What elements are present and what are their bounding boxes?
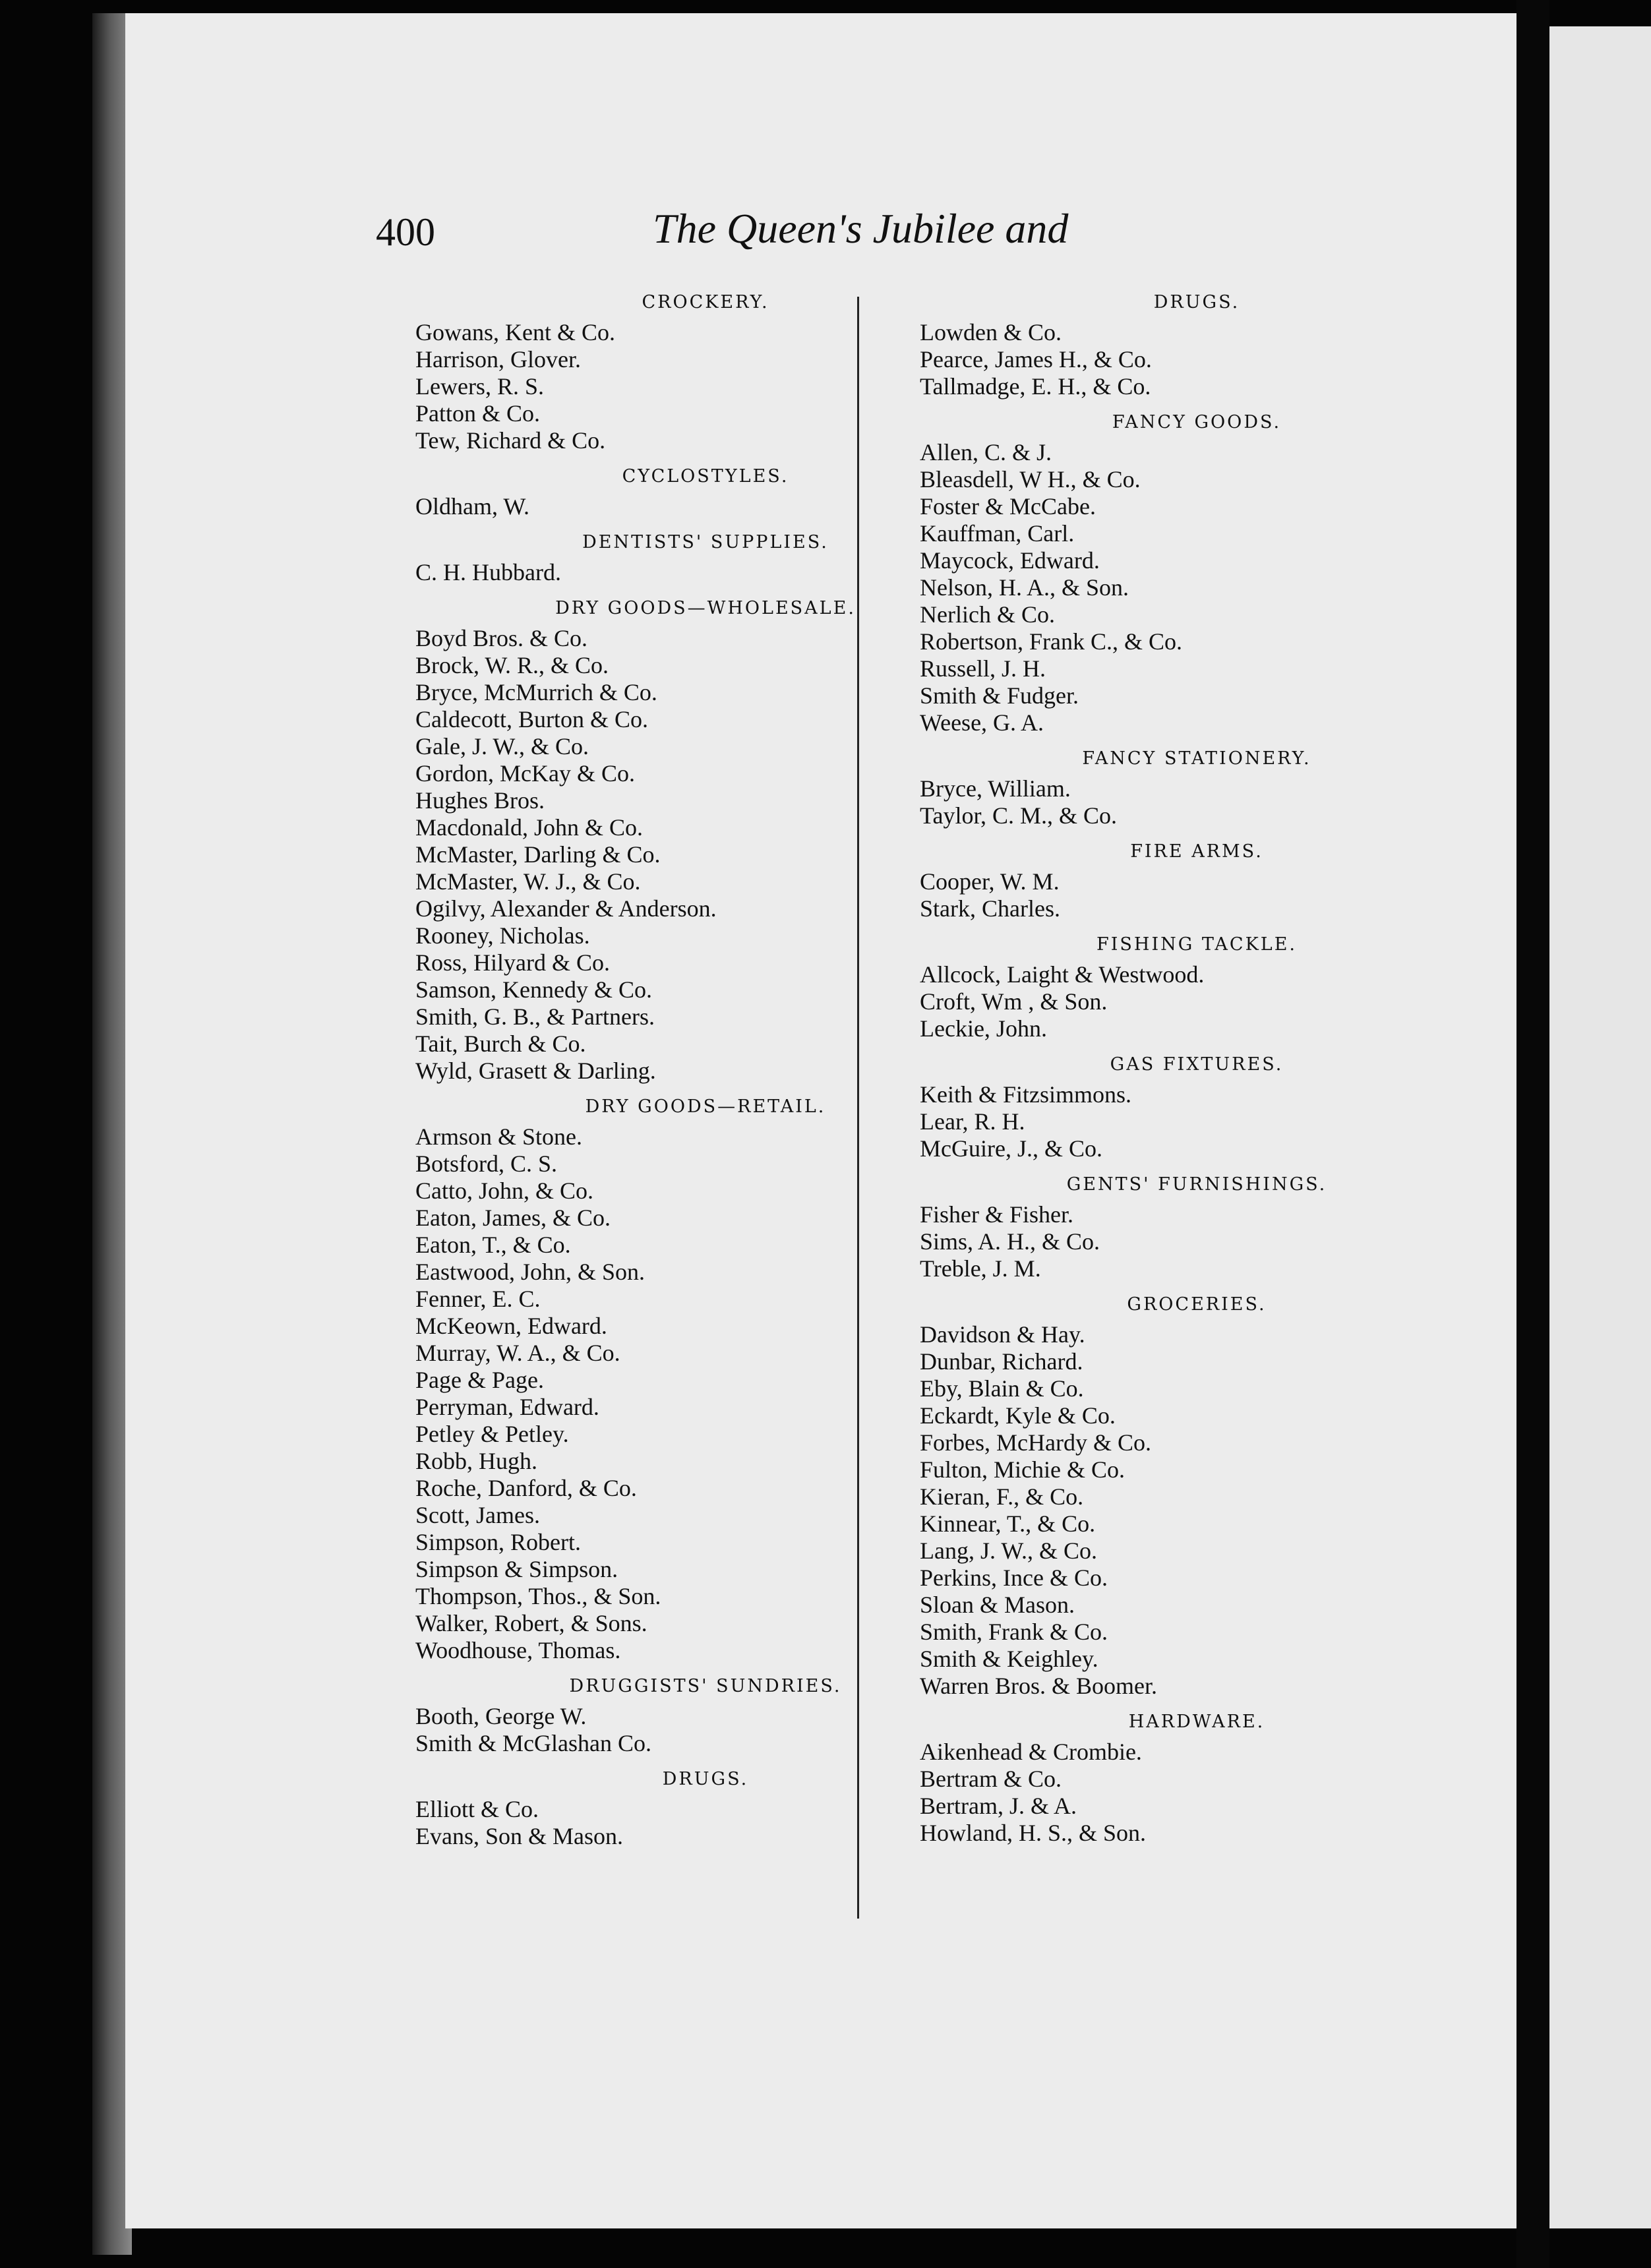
directory-entry: Smith & Fudger. (920, 682, 1079, 709)
section-heading: FISHING TACKLE. (1096, 934, 1297, 955)
directory-entry: Eby, Blain & Co. (920, 1375, 1084, 1402)
directory-entry: Walker, Robert, & Sons. (415, 1610, 647, 1636)
directory-entry: Aikenhead & Crombie. (920, 1739, 1142, 1765)
directory-entry: Page & Page. (415, 1367, 544, 1393)
entry-list (415, 625, 996, 1085)
directory-entry: Lang, J. W., & Co. (920, 1537, 1098, 1564)
directory-section (920, 841, 1474, 922)
entry-list (415, 1123, 996, 1664)
directory-section (415, 1768, 996, 1850)
directory-entry: Woodhouse, Thomas. (415, 1637, 621, 1663)
section-heading: DRY GOODS—RETAIL. (585, 1096, 826, 1117)
directory-section (920, 934, 1474, 1042)
directory-entry: Eastwood, John, & Son. (415, 1259, 645, 1285)
directory-section (415, 597, 996, 1085)
section-heading: GENTS' FURNISHINGS. (1066, 1174, 1327, 1195)
directory-entry: Howland, H. S., & Son. (920, 1820, 1147, 1846)
section-heading: DENTISTS' SUPPLIES. (582, 532, 829, 552)
book-gutter (1516, 0, 1549, 2268)
directory-entry: Stark, Charles. (920, 895, 1060, 922)
entry-list (920, 868, 1474, 922)
directory-section (415, 291, 996, 454)
directory-entry: Murray, W. A., & Co. (415, 1340, 620, 1366)
directory-entry: Fulton, Michie & Co. (920, 1456, 1126, 1483)
section-heading: DRY GOODS—WHOLESALE. (555, 598, 856, 618)
section-heading: HARDWARE. (1128, 1712, 1265, 1732)
directory-entry: C. H. Hubbard. (415, 559, 561, 585)
section-heading: CYCLOSTYLES. (622, 466, 789, 487)
directory-entry: Weese, G. A. (920, 709, 1044, 736)
directory-entry: Gordon, McKay & Co. (415, 760, 635, 787)
page-number: 400 (376, 210, 435, 254)
directory-entry: Patton & Co. (415, 400, 541, 427)
directory-entry: Bleasdell, W H., & Co. (920, 466, 1141, 492)
directory-entry: Nelson, H. A., & Son. (920, 574, 1129, 601)
directory-section (920, 1294, 1474, 1700)
directory-entry: Roche, Danford, & Co. (415, 1475, 637, 1501)
directory-entry: Petley & Petley. (415, 1421, 569, 1447)
directory-entry: Macdonald, John & Co. (415, 814, 643, 841)
directory-entry: Bryce, William. (920, 775, 1071, 802)
directory-entry: Warren Bros. & Boomer. (920, 1673, 1158, 1699)
directory-entry: Rooney, Nicholas. (415, 922, 590, 949)
directory-entry: Keith & Fitzsimmons. (920, 1081, 1132, 1108)
directory-entry: Pearce, James H., & Co. (920, 346, 1152, 373)
directory-entry: Davidson & Hay. (920, 1321, 1085, 1348)
directory-entry: Foster & McCabe. (920, 493, 1096, 520)
entry-list (920, 1201, 1474, 1282)
directory-entry: Forbes, McHardy & Co. (920, 1429, 1151, 1456)
directory-entry: Samson, Kennedy & Co. (415, 976, 652, 1003)
directory-entry: Russell, J. H. (920, 655, 1046, 682)
directory-entry: Gale, J. W., & Co. (415, 733, 589, 760)
directory-entry: Wyld, Grasett & Darling. (415, 1058, 656, 1084)
directory-entry: Treble, J. M. (920, 1255, 1041, 1282)
directory-section (920, 1711, 1474, 1847)
entry-list (415, 1796, 996, 1850)
directory-entry: Smith & Keighley. (920, 1646, 1098, 1672)
directory-entry: Eaton, T., & Co. (415, 1232, 571, 1258)
directory-entry: Perryman, Edward. (415, 1394, 599, 1420)
directory-entry: Ross, Hilyard & Co. (415, 949, 611, 976)
directory-entry: Ogilvy, Alexander & Anderson. (415, 895, 717, 922)
directory-entry: Lewers, R. S. (415, 373, 544, 400)
directory-entry: Smith & McGlashan Co. (415, 1730, 651, 1756)
directory-entry: Eaton, James, & Co. (415, 1205, 611, 1231)
directory-entry: Kieran, F., & Co. (920, 1483, 1084, 1510)
directory-entry: Taylor, C. M., & Co. (920, 802, 1118, 829)
directory-section (920, 291, 1474, 400)
directory-entry: Thompson, Thos., & Son. (415, 1583, 661, 1609)
directory-entry: Sims, A. H., & Co. (920, 1228, 1100, 1255)
directory-entry: Oldham, W. (415, 493, 530, 520)
directory-entry: Tallmadge, E. H., & Co. (920, 373, 1151, 400)
directory-entry: Allcock, Laight & Westwood. (920, 961, 1205, 988)
directory-entry: Simpson, Robert. (415, 1529, 582, 1555)
directory-entry: Cooper, W. M. (920, 868, 1060, 895)
section-heading: FIRE ARMS. (1130, 841, 1263, 862)
directory-entry: Armson & Stone. (415, 1123, 583, 1150)
directory-section (415, 1096, 996, 1664)
section-heading: DRUGS. (1153, 292, 1240, 313)
directory-section (415, 1675, 996, 1757)
directory-entry: Leckie, John. (920, 1015, 1047, 1042)
directory-entry: Bertram, J. & A. (920, 1793, 1077, 1819)
directory-entry: Tait, Burch & Co. (415, 1030, 586, 1057)
directory-section (920, 411, 1474, 736)
directory-entry: Robertson, Frank C., & Co. (920, 628, 1183, 655)
directory-entry: Croft, Wm , & Son. (920, 988, 1108, 1015)
directory-entry: Simpson & Simpson. (415, 1556, 618, 1582)
directory-entry: McGuire, J., & Co. (920, 1135, 1102, 1162)
section-heading: DRUGGISTS' SUNDRIES. (569, 1676, 842, 1696)
directory-section (920, 1174, 1474, 1282)
directory-entry: Eckardt, Kyle & Co. (920, 1402, 1116, 1429)
directory-section (920, 748, 1474, 829)
directory-entry: Harrison, Glover. (415, 346, 581, 373)
entry-list (920, 439, 1474, 736)
directory-entry: Botsford, C. S. (415, 1150, 558, 1177)
directory-entry: Elliott & Co. (415, 1796, 539, 1822)
entry-list (920, 1321, 1474, 1700)
directory-entry: Nerlich & Co. (920, 601, 1055, 628)
directory-entry: Maycock, Edward. (920, 547, 1100, 574)
directory-section (415, 531, 996, 586)
directory-entry: McMaster, Darling & Co. (415, 841, 661, 868)
right-column (920, 291, 1474, 1847)
directory-entry: Boyd Bros. & Co. (415, 625, 588, 651)
directory-entry: Brock, W. R., & Co. (415, 652, 609, 678)
directory-entry: Lowden & Co. (920, 319, 1062, 345)
section-heading: GAS FIXTURES. (1110, 1054, 1284, 1075)
entry-list (920, 775, 1474, 829)
section-heading: CROCKERY. (642, 292, 769, 313)
facing-page-edge (1549, 26, 1651, 2228)
directory-entry: Sloan & Mason. (920, 1592, 1075, 1618)
directory-entry: Smith, Frank & Co. (920, 1619, 1108, 1645)
entry-list (415, 319, 996, 454)
entry-list (920, 1739, 1474, 1847)
section-heading: FANCY GOODS. (1112, 412, 1282, 433)
directory-entry: Smith, G. B., & Partners. (415, 1003, 655, 1030)
left-column (415, 291, 996, 1850)
directory-entry: Lear, R. H. (920, 1108, 1025, 1135)
entry-list (415, 493, 996, 520)
directory-entry: Bertram & Co. (920, 1766, 1062, 1792)
directory-entry: Scott, James. (415, 1502, 540, 1528)
directory-entry: Perkins, Ince & Co. (920, 1565, 1108, 1591)
entry-list (920, 319, 1474, 400)
directory-entry: Allen, C. & J. (920, 439, 1052, 465)
directory-entry: Fenner, E. C. (415, 1286, 541, 1312)
entry-list (415, 1703, 996, 1757)
directory-entry: Hughes Bros. (415, 787, 545, 814)
entry-list (415, 559, 996, 586)
directory-entry: McMaster, W. J., & Co. (415, 868, 641, 895)
section-heading: GROCERIES. (1127, 1294, 1267, 1315)
directory-entry: Kinnear, T., & Co. (920, 1510, 1096, 1537)
section-heading: FANCY STATIONERY. (1082, 748, 1311, 769)
running-head: The Queen's Jubilee and (653, 205, 1069, 252)
directory-section (920, 1054, 1474, 1162)
directory-entry: Bryce, McMurrich & Co. (415, 679, 657, 705)
directory-entry: Robb, Hugh. (415, 1448, 538, 1474)
directory-section (415, 465, 996, 520)
section-heading: DRUGS. (662, 1769, 749, 1789)
directory-entry: Caldecott, Burton & Co. (415, 706, 648, 732)
directory-entry: Kauffman, Carl. (920, 520, 1075, 547)
directory-entry: Evans, Son & Mason. (415, 1823, 623, 1849)
entry-list (920, 1081, 1474, 1162)
directory-entry: Booth, George W. (415, 1703, 587, 1729)
directory-entry: McKeown, Edward. (415, 1313, 607, 1339)
directory-entry: Catto, John, & Co. (415, 1178, 594, 1204)
directory-entry: Tew, Richard & Co. (415, 427, 606, 454)
directory-entry: Fisher & Fisher. (920, 1201, 1074, 1228)
entry-list (920, 961, 1474, 1042)
directory-entry: Gowans, Kent & Co. (415, 319, 615, 345)
directory-entry: Dunbar, Richard. (920, 1348, 1083, 1375)
